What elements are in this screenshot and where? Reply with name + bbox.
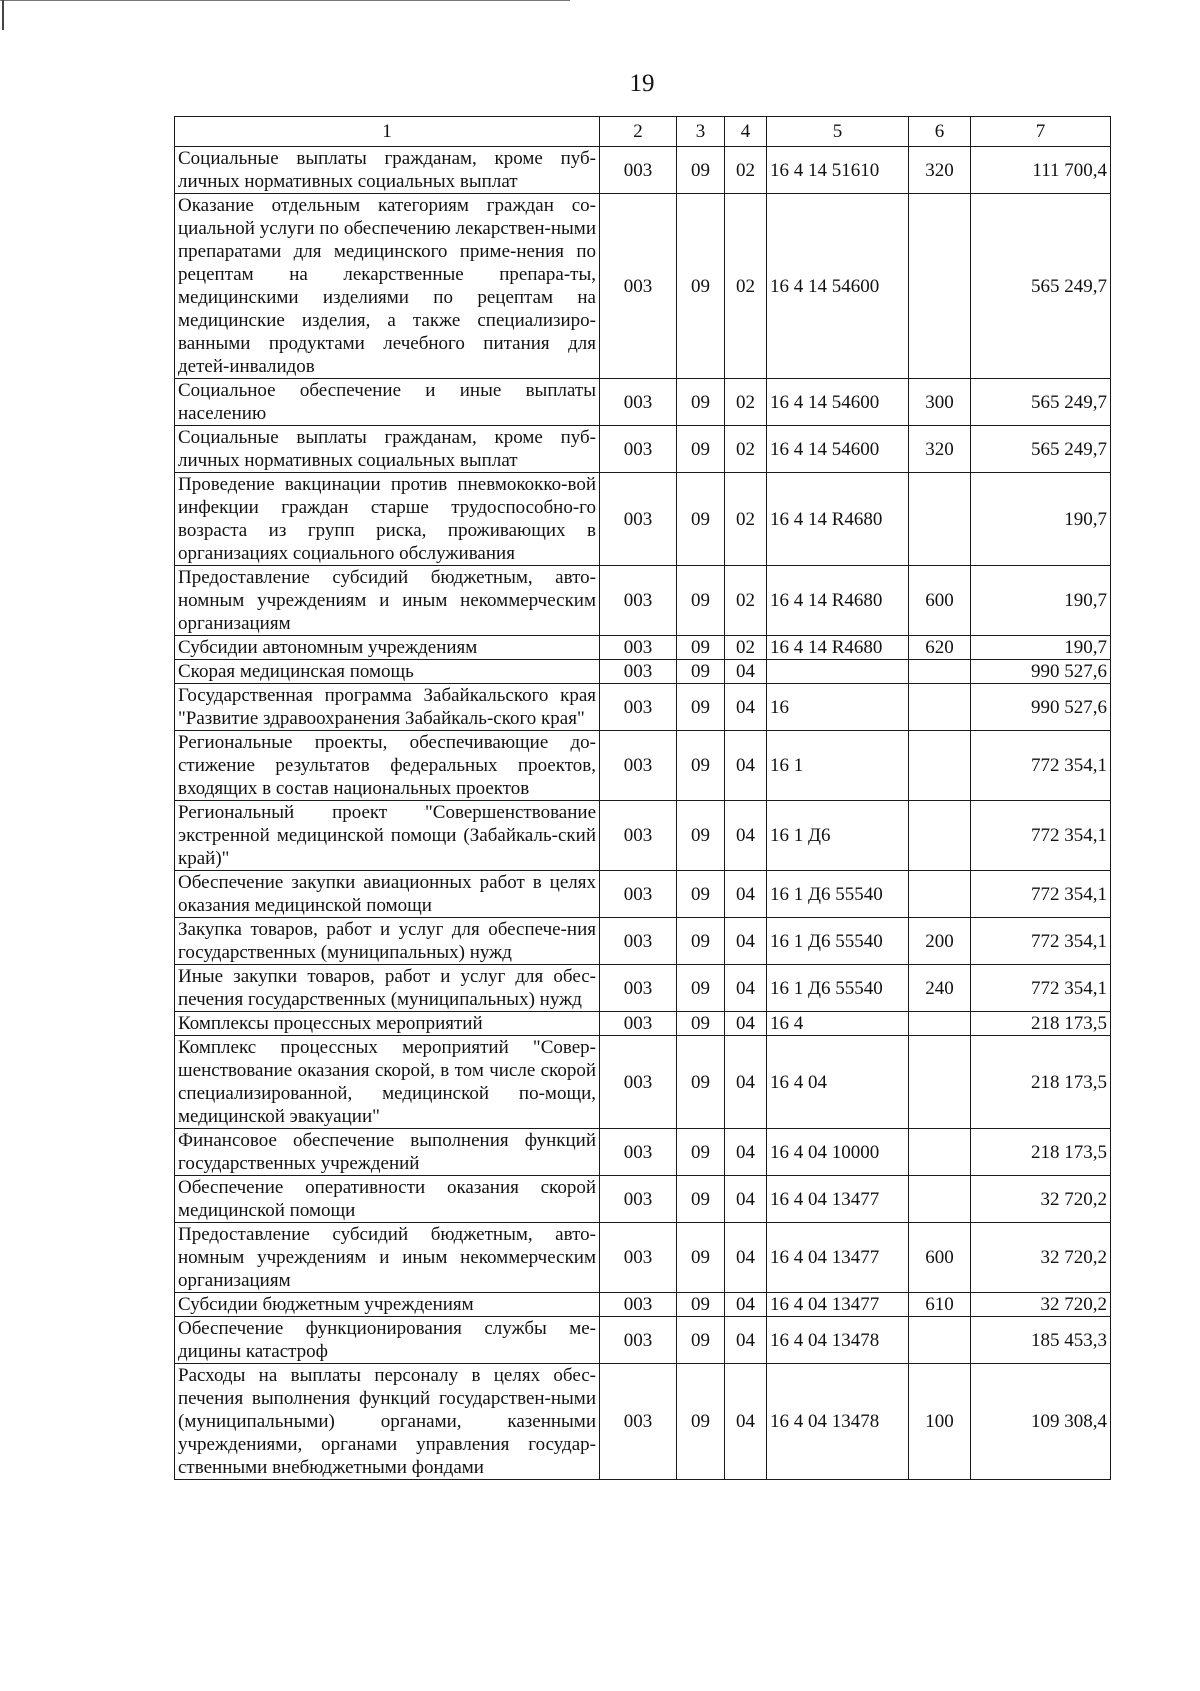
row-subsection-code: 02: [725, 636, 767, 660]
row-target-code: 16 1 Д6 55540: [767, 871, 909, 918]
row-subsection-code: 04: [725, 1129, 767, 1176]
table-row: [175, 1129, 1111, 1176]
row-section-code: 09: [677, 194, 725, 379]
row-ministry-code: 003: [600, 1129, 677, 1176]
row-section-code: 09: [677, 801, 725, 871]
row-target-code: 16 4 14 51610: [767, 147, 909, 194]
row-expense-type: 200: [909, 918, 971, 965]
row-ministry-code: 003: [600, 1036, 677, 1129]
row-target-code: 16 4 14 54600: [767, 194, 909, 379]
row-target-code: 16 4 04 10000: [767, 1129, 909, 1176]
row-section-code: 09: [677, 660, 725, 684]
row-name: Иные закупки товаров, работ и услуг для обес-печения государственных (муниципальных) нужд: [175, 965, 600, 1012]
budget-table: [174, 116, 1111, 1480]
row-target-code: 16 4 14 R4680: [767, 473, 909, 566]
table-row: [175, 1012, 1111, 1036]
row-subsection-code: 04: [725, 1364, 767, 1480]
row-name: Комплекс процессных мероприятий "Совер-шенствование оказания скорой, в том числе скорой специализированной, медицинской по-мощи, медицинской эвакуации": [175, 1036, 600, 1129]
row-expense-type: [909, 194, 971, 379]
row-section-code: 09: [677, 1012, 725, 1036]
row-ministry-code: 003: [600, 1176, 677, 1223]
header-cell-6: 6: [909, 117, 971, 147]
header-cell-4: 4: [725, 117, 767, 147]
table-row: [175, 379, 1111, 426]
row-name: Закупка товаров, работ и услуг для обеспече-ния государственных (муниципальных) нужд: [175, 918, 600, 965]
row-name: Государственная программа Забайкальского края "Развитие здравоохранения Забайкаль-ского края": [175, 684, 600, 731]
row-target-code: 16 1 Д6: [767, 801, 909, 871]
row-subsection-code: 02: [725, 194, 767, 379]
row-subsection-code: 02: [725, 379, 767, 426]
row-amount: 218 173,5: [971, 1012, 1111, 1036]
row-target-code: 16 4 14 54600: [767, 379, 909, 426]
row-section-code: 09: [677, 566, 725, 636]
row-expense-type: 240: [909, 965, 971, 1012]
row-section-code: 09: [677, 473, 725, 566]
row-expense-type: 610: [909, 1293, 971, 1317]
page-number: 19: [629, 70, 655, 97]
row-section-code: 09: [677, 965, 725, 1012]
row-ministry-code: 003: [600, 871, 677, 918]
table-row: [175, 566, 1111, 636]
row-expense-type: 300: [909, 379, 971, 426]
row-target-code: 16 4 14 54600: [767, 426, 909, 473]
row-name: Оказание отдельным категориям граждан со-циальной услуги по обеспечению лекарствен-ными препаратами для медицинского приме-нения по рецептам на лекарственные препара-ты, медицинскими изделиями по рецептам на медицинские изделия, а также специализиро-ванными продуктами лечебного питания для детей-инвалидов: [175, 194, 600, 379]
row-target-code: [767, 660, 909, 684]
row-subsection-code: 04: [725, 1317, 767, 1364]
row-name: Субсидии автономным учреждениям: [175, 636, 600, 660]
row-ministry-code: 003: [600, 1293, 677, 1317]
row-subsection-code: 04: [725, 1036, 767, 1129]
row-amount: 185 453,3: [971, 1317, 1111, 1364]
row-expense-type: 100: [909, 1364, 971, 1480]
row-target-code: 16 4: [767, 1012, 909, 1036]
row-amount: 565 249,7: [971, 426, 1111, 473]
row-name: Региональный проект "Совершенствование экстренной медицинской помощи (Забайкаль-ский край)": [175, 801, 600, 871]
row-name: Социальное обеспечение и иные выплаты населению: [175, 379, 600, 426]
table-row: [175, 684, 1111, 731]
row-amount: 218 173,5: [971, 1036, 1111, 1129]
row-amount: 32 720,2: [971, 1293, 1111, 1317]
row-ministry-code: 003: [600, 731, 677, 801]
row-amount: 190,7: [971, 636, 1111, 660]
row-subsection-code: 04: [725, 918, 767, 965]
row-amount: 565 249,7: [971, 194, 1111, 379]
row-expense-type: [909, 660, 971, 684]
row-section-code: 09: [677, 1223, 725, 1293]
row-section-code: 09: [677, 379, 725, 426]
row-name: Субсидии бюджетным учреждениям: [175, 1293, 600, 1317]
row-ministry-code: 003: [600, 636, 677, 660]
row-expense-type: [909, 731, 971, 801]
table-row: [175, 473, 1111, 566]
row-section-code: 09: [677, 1293, 725, 1317]
row-expense-type: [909, 1317, 971, 1364]
row-section-code: 09: [677, 918, 725, 965]
row-target-code: 16 4 14 R4680: [767, 636, 909, 660]
row-name: Региональные проекты, обеспечивающие до-стижение результатов федеральных проектов, входящих в состав национальных проектов: [175, 731, 600, 801]
row-name: Комплексы процессных мероприятий: [175, 1012, 600, 1036]
row-amount: 111 700,4: [971, 147, 1111, 194]
row-target-code: 16 4 04 13477: [767, 1223, 909, 1293]
row-target-code: 16 4 14 R4680: [767, 566, 909, 636]
row-name: Предоставление субсидий бюджетным, авто-номным учреждениям и иным некоммерческим организациям: [175, 1223, 600, 1293]
row-expense-type: [909, 473, 971, 566]
row-section-code: 09: [677, 871, 725, 918]
row-target-code: 16 1 Д6 55540: [767, 918, 909, 965]
row-target-code: 16 4 04 13478: [767, 1317, 909, 1364]
table-row: [175, 871, 1111, 918]
row-expense-type: 320: [909, 147, 971, 194]
table-row: [175, 1036, 1111, 1129]
row-ministry-code: 003: [600, 566, 677, 636]
row-ministry-code: 003: [600, 473, 677, 566]
table-row: [175, 1364, 1111, 1480]
row-subsection-code: 04: [725, 1176, 767, 1223]
row-target-code: 16 1: [767, 731, 909, 801]
row-name: Обеспечение закупки авиационных работ в целях оказания медицинской помощи: [175, 871, 600, 918]
row-section-code: 09: [677, 731, 725, 801]
header-cell-5: 5: [767, 117, 909, 147]
table-row: [175, 1317, 1111, 1364]
row-name: Проведение вакцинации против пневмококко-вой инфекции граждан старше трудоспособно-го возраста из групп риска, проживающих в организациях социального обслуживания: [175, 473, 600, 566]
row-expense-type: 600: [909, 566, 971, 636]
row-expense-type: [909, 801, 971, 871]
row-amount: 109 308,4: [971, 1364, 1111, 1480]
row-ministry-code: 003: [600, 147, 677, 194]
row-ministry-code: 003: [600, 684, 677, 731]
row-amount: 190,7: [971, 566, 1111, 636]
row-ministry-code: 003: [600, 426, 677, 473]
row-ministry-code: 003: [600, 1223, 677, 1293]
row-section-code: 09: [677, 1129, 725, 1176]
row-name: Финансовое обеспечение выполнения функций государственных учреждений: [175, 1129, 600, 1176]
row-ministry-code: 003: [600, 194, 677, 379]
row-section-code: 09: [677, 1036, 725, 1129]
row-name: Скорая медицинская помощь: [175, 660, 600, 684]
header-row: [175, 117, 1111, 147]
row-subsection-code: 04: [725, 660, 767, 684]
row-subsection-code: 04: [725, 965, 767, 1012]
table-row: [175, 731, 1111, 801]
row-expense-type: [909, 1176, 971, 1223]
row-ministry-code: 003: [600, 918, 677, 965]
row-target-code: 16 1 Д6 55540: [767, 965, 909, 1012]
row-amount: 772 354,1: [971, 731, 1111, 801]
row-ministry-code: 003: [600, 1364, 677, 1480]
scan-edge-line: [0, 0, 570, 4]
table-row: [175, 801, 1111, 871]
row-ministry-code: 003: [600, 801, 677, 871]
row-amount: 32 720,2: [971, 1176, 1111, 1223]
row-expense-type: 600: [909, 1223, 971, 1293]
row-target-code: 16: [767, 684, 909, 731]
row-expense-type: [909, 1012, 971, 1036]
table-row: [175, 965, 1111, 1012]
row-expense-type: [909, 1129, 971, 1176]
row-amount: 32 720,2: [971, 1223, 1111, 1293]
table-row: [175, 636, 1111, 660]
row-subsection-code: 02: [725, 566, 767, 636]
scan-edge-mark: [2, 0, 4, 30]
table-row: [175, 660, 1111, 684]
row-amount: 990 527,6: [971, 660, 1111, 684]
row-ministry-code: 003: [600, 965, 677, 1012]
header-cell-7: 7: [971, 117, 1111, 147]
row-subsection-code: 04: [725, 1293, 767, 1317]
header-cell-2: 2: [600, 117, 677, 147]
row-target-code: 16 4 04: [767, 1036, 909, 1129]
table-row: [175, 918, 1111, 965]
row-target-code: 16 4 04 13477: [767, 1176, 909, 1223]
header-cell-3: 3: [677, 117, 725, 147]
table-row: [175, 1176, 1111, 1223]
row-section-code: 09: [677, 636, 725, 660]
row-amount: 772 354,1: [971, 918, 1111, 965]
header-cell-1: 1: [175, 117, 600, 147]
table-row: [175, 1223, 1111, 1293]
row-name: Социальные выплаты гражданам, кроме пуб-личных нормативных социальных выплат: [175, 147, 600, 194]
row-section-code: 09: [677, 1364, 725, 1480]
row-subsection-code: 04: [725, 731, 767, 801]
row-name: Расходы на выплаты персоналу в целях обес-печения выполнения функций государствен-ными (муниципальными) органами, казенными учреждениями, органами управления государ-ственными внебюджетными фондами: [175, 1364, 600, 1480]
table-row: [175, 426, 1111, 473]
row-ministry-code: 003: [600, 379, 677, 426]
row-ministry-code: 003: [600, 1317, 677, 1364]
table-row: [175, 147, 1111, 194]
row-section-code: 09: [677, 684, 725, 731]
row-expense-type: [909, 684, 971, 731]
row-name: Обеспечение функционирования службы ме-дицины катастроф: [175, 1317, 600, 1364]
row-target-code: 16 4 04 13477: [767, 1293, 909, 1317]
row-subsection-code: 04: [725, 801, 767, 871]
row-section-code: 09: [677, 147, 725, 194]
row-subsection-code: 02: [725, 473, 767, 566]
row-section-code: 09: [677, 426, 725, 473]
table-row: [175, 194, 1111, 379]
row-expense-type: [909, 1036, 971, 1129]
row-subsection-code: 04: [725, 871, 767, 918]
row-subsection-code: 02: [725, 147, 767, 194]
row-expense-type: [909, 871, 971, 918]
row-target-code: 16 4 04 13478: [767, 1364, 909, 1480]
row-amount: 990 527,6: [971, 684, 1111, 731]
row-subsection-code: 04: [725, 1223, 767, 1293]
row-subsection-code: 04: [725, 684, 767, 731]
table-row: [175, 1293, 1111, 1317]
row-subsection-code: 02: [725, 426, 767, 473]
row-section-code: 09: [677, 1176, 725, 1223]
row-amount: 772 354,1: [971, 965, 1111, 1012]
row-section-code: 09: [677, 1317, 725, 1364]
row-ministry-code: 003: [600, 1012, 677, 1036]
row-amount: 772 354,1: [971, 871, 1111, 918]
row-amount: 218 173,5: [971, 1129, 1111, 1176]
row-name: Социальные выплаты гражданам, кроме пуб-личных нормативных социальных выплат: [175, 426, 600, 473]
row-amount: 565 249,7: [971, 379, 1111, 426]
row-expense-type: 320: [909, 426, 971, 473]
row-expense-type: 620: [909, 636, 971, 660]
row-ministry-code: 003: [600, 660, 677, 684]
row-subsection-code: 04: [725, 1012, 767, 1036]
row-amount: 772 354,1: [971, 801, 1111, 871]
row-name: Обеспечение оперативности оказания скорой медицинской помощи: [175, 1176, 600, 1223]
table-body: [175, 147, 1111, 1480]
row-name: Предоставление субсидий бюджетным, авто-номным учреждениям и иным некоммерческим организациям: [175, 566, 600, 636]
row-amount: 190,7: [971, 473, 1111, 566]
